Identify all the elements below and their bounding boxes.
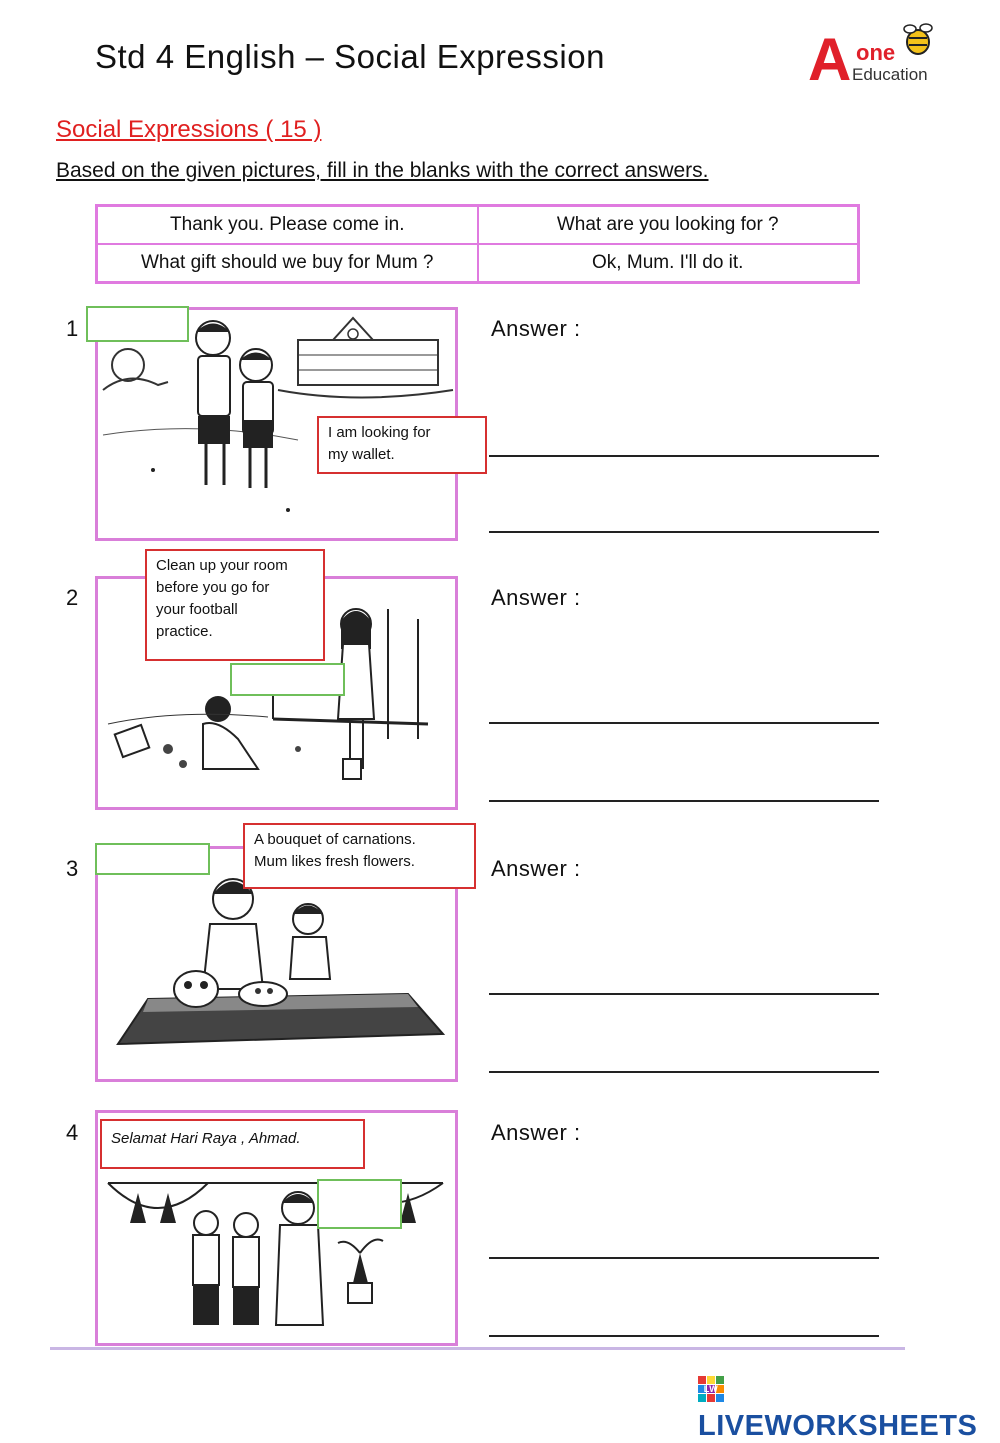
word-bank-cell: Thank you. Please come in.	[96, 205, 479, 245]
word-bank-cell: Ok, Mum. I'll do it.	[477, 243, 860, 283]
speech-bubble: Selamat Hari Raya , Ahmad.	[100, 1119, 365, 1169]
section-title: Social Expressions ( 15 )	[56, 116, 322, 143]
blank-speech-bubble[interactable]	[86, 306, 189, 342]
blank-speech-bubble[interactable]	[95, 843, 210, 875]
svg-text:Education: Education	[852, 65, 928, 84]
answer-line[interactable]	[489, 455, 879, 457]
answer-label: Answer :	[491, 1120, 581, 1145]
speech-bubble: A bouquet of carnations. Mum likes fresh flowers.	[243, 823, 476, 889]
answer-line[interactable]	[489, 531, 879, 533]
instruction-text: Based on the given pictures, fill in the blanks with the correct answers.	[56, 159, 709, 182]
speech-bubble: I am looking for my wallet.	[317, 416, 487, 474]
svg-text:LW: LW	[703, 1384, 719, 1395]
answer-line[interactable]	[489, 1257, 879, 1259]
speech-bubble: Clean up your room before you go for your football practice.	[145, 549, 325, 661]
svg-text:A: A	[808, 26, 852, 92]
answer-label: Answer :	[491, 585, 581, 610]
answer-line[interactable]	[489, 800, 879, 802]
blank-speech-bubble[interactable]	[317, 1179, 402, 1229]
page-title: Std 4 English – Social Expression	[95, 38, 605, 75]
question-number: 4	[66, 1120, 79, 1145]
word-bank-cell: What are you looking for ?	[477, 205, 860, 245]
answer-label: Answer :	[491, 856, 581, 881]
a-one-education-logo	[806, 22, 946, 92]
question-number: 3	[66, 856, 79, 881]
answer-label: Answer :	[491, 316, 581, 341]
word-bank-cell: What gift should we buy for Mum ?	[96, 243, 479, 283]
answer-line[interactable]	[489, 1071, 879, 1073]
footer-divider	[50, 1347, 905, 1350]
svg-text:one: one	[856, 40, 896, 65]
answer-line[interactable]	[489, 1335, 879, 1337]
bee-icon	[904, 24, 932, 54]
question-number: 2	[66, 585, 79, 610]
liveworksheets-logo-icon	[698, 1376, 724, 1410]
word-bank-table	[95, 204, 860, 284]
blank-speech-bubble[interactable]	[230, 663, 345, 696]
liveworksheets-brand: LW LIVEWORKSHEETS	[698, 1376, 1000, 1443]
answer-line[interactable]	[489, 722, 879, 724]
answer-line[interactable]	[489, 993, 879, 995]
question-number: 1	[66, 316, 79, 341]
